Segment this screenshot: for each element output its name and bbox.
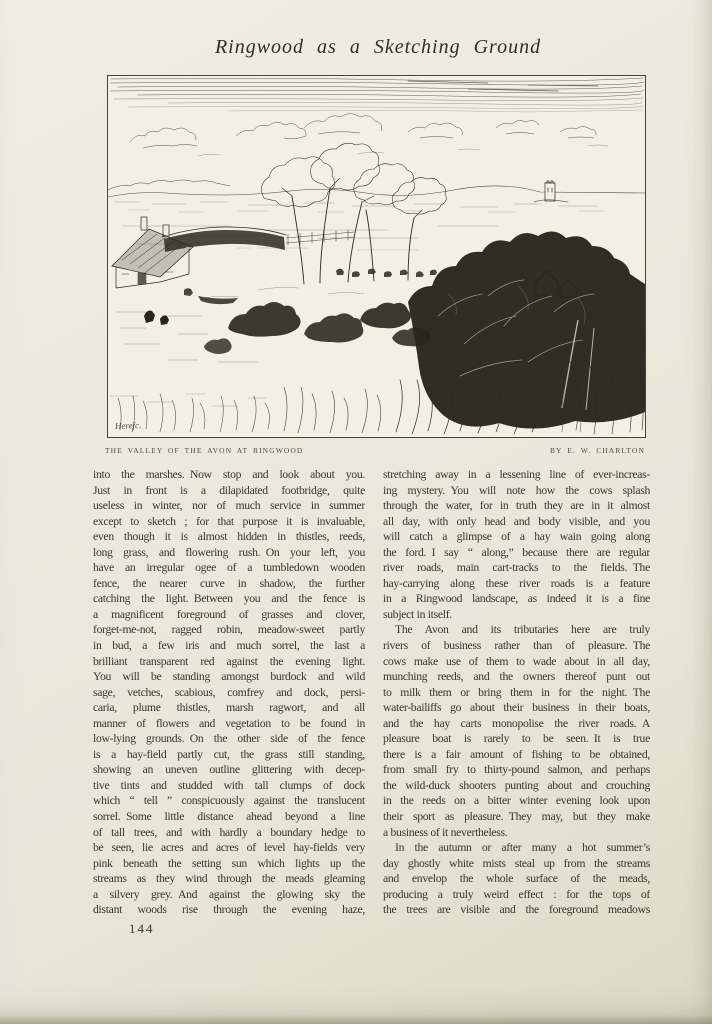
sketch-fence	[286, 230, 354, 245]
scan-edge-shadow	[0, 1015, 712, 1024]
page-number: 144	[129, 921, 155, 936]
text-line: a magnificent foreground of grasses and clover,	[93, 607, 365, 621]
text-line: brilliant transparent red against the evening light.	[93, 654, 365, 668]
text-line: hay-carrying along these river roads is a feature	[383, 576, 650, 590]
text-line: through the water, for in truth they are in it almost	[383, 499, 650, 513]
text-line: is a hay-field partly cut, the grass still standing,	[93, 747, 365, 761]
text-line: useless in winter, nor of much service in summer	[93, 499, 365, 513]
text-line: a silvery grey. And against the glowing sky the	[93, 887, 365, 901]
text-line: and the hay carts monopolise the river roads. A	[383, 716, 650, 730]
text-line: pink beneath the setting sun which lights up the	[93, 856, 365, 870]
text-line: their sport as pleasure. They may, but they make	[383, 810, 650, 824]
sketch-clouds	[130, 114, 608, 157]
text-line: sage, vetches, scabious, comfrey and dock, persi-	[93, 685, 365, 699]
valley-etching	[108, 76, 645, 437]
text-line: from small fry to thirty-pound salmon, and perhaps	[383, 763, 650, 777]
text-line: distant woods rise through the evening haze,	[93, 903, 365, 917]
text-line: manner of flowers and vegetation to be found in	[93, 716, 365, 730]
text-line: tive tints and studded with tall clumps of dock	[93, 778, 365, 792]
text-line: a business of it nevertheless.	[383, 825, 508, 839]
text-line: there is a fair amount of fishing to be obtained,	[383, 747, 650, 761]
text-line: You will be standing amongst burdock and wild	[93, 670, 365, 684]
text-line: fence, the nearer curve in shadow, the further	[93, 576, 365, 590]
text-line: cows make use of them to wade about in all day,	[383, 654, 650, 668]
illustration-plate	[107, 75, 646, 438]
text-line: except to sketch ; for that purpose it is invaluable,	[93, 514, 365, 528]
sketch-dark-thicket	[408, 231, 645, 428]
sketch-sky	[110, 78, 644, 112]
text-line: in the reeds on a bitter winter evening look upon	[383, 794, 650, 808]
text-line: producing a truly weird effect : for the tops of	[383, 887, 650, 901]
text-line: sorrel. Some little distance ahead beyond a line	[93, 810, 365, 824]
text-line: day ghostly white mists steal up from the streams	[383, 856, 650, 870]
text-line: munching reeds, and the owners thereof punt out	[383, 670, 650, 684]
text-line: showing an uneven outline glittering with decep-	[93, 763, 365, 777]
text-column-right	[383, 467, 650, 918]
text-line: in a Ringwood landscape, as indeed it is a fine	[383, 592, 650, 606]
sketch-figures	[144, 311, 169, 331]
text-line: forget-me-not, ragged robin, meadow-sweet partly	[93, 623, 365, 637]
sketch-bushes	[204, 302, 430, 354]
text-line: long grass, and flowering rush. On your left, you	[93, 545, 365, 559]
illustration-caption: THE VALLEY OF THE AVON AT RINGWOOD	[105, 446, 304, 455]
text-line: into the marshes. Now stop and look about you.	[93, 468, 365, 481]
illustration-credit: BY E. W. CHARLTON	[549, 446, 645, 455]
text-line: ing mystery. You will note how the cows splash	[383, 483, 650, 497]
text-line: the trees are visible and the foreground meadows	[383, 903, 650, 917]
text-line: subject in itself.	[383, 607, 452, 621]
text-line: have an irregular ogee of a tumbledown wooden	[93, 561, 365, 575]
sketch-tall-trees	[261, 143, 446, 284]
plate-caption-row	[105, 446, 645, 455]
text-line: water-bailiffs go about their business in their boats,	[383, 701, 650, 715]
sketch-cattle	[336, 269, 437, 280]
text-line: In the autumn or after many a hot summer’s	[395, 841, 650, 855]
text-line: the wild-duck shooters punting about and crouching	[383, 778, 650, 792]
text-line: and envelop the whole surface of the meads,	[383, 872, 650, 886]
text-line: Just in front is a dilapidated footbridge, quite	[93, 483, 365, 497]
text-line: the ford. I say “ along,” because there are regular	[383, 545, 650, 559]
text-line: rivers of business rather than of pleasure. The	[383, 639, 650, 653]
text-line: low-lying grounds. On the other side of the fence	[93, 732, 365, 746]
text-line: be seen, lie acres and acres of level hay-fields very	[93, 841, 365, 855]
text-line: will catch a glimpse of a hay wain going along	[383, 530, 650, 544]
text-line: river roads, main cart-tracks to the fields. The	[383, 561, 650, 575]
artist-signature: Herefc.	[114, 420, 142, 431]
sketch-horizon	[108, 180, 645, 212]
text-line: catching the light. Between you and the fence is	[93, 592, 365, 606]
text-line: pleasure boat is rarely to be seen. It is true	[383, 732, 650, 746]
page-title: Ringwood as a Sketching Ground	[214, 36, 542, 58]
sketch-cottage	[112, 217, 193, 288]
text-line: caria, plume thistles, marsh ragwort, and all	[93, 701, 365, 715]
text-line: stretching away in a lessening line of ever-increas-	[383, 468, 650, 481]
text-line: even though it is almost hidden in thistles, reeds,	[93, 530, 365, 544]
text-line: which “ tell ” conspicuously against the translucent	[93, 794, 365, 808]
text-line: in bud, a few iris and much sorrel, the last a	[93, 639, 365, 653]
text-column-left	[93, 467, 365, 918]
text-line: streams as they wind through the meads gleaming	[93, 872, 365, 886]
text-line: to milk them or bring them in for the night. The	[383, 685, 650, 699]
text-line: The Avon and its tributaries here are truly	[395, 623, 650, 637]
text-line: of tall trees, and with hardly a boundary hedge to	[93, 825, 365, 839]
text-line: all day, with only head and body visible, and you	[383, 514, 650, 528]
body-text	[93, 467, 650, 918]
